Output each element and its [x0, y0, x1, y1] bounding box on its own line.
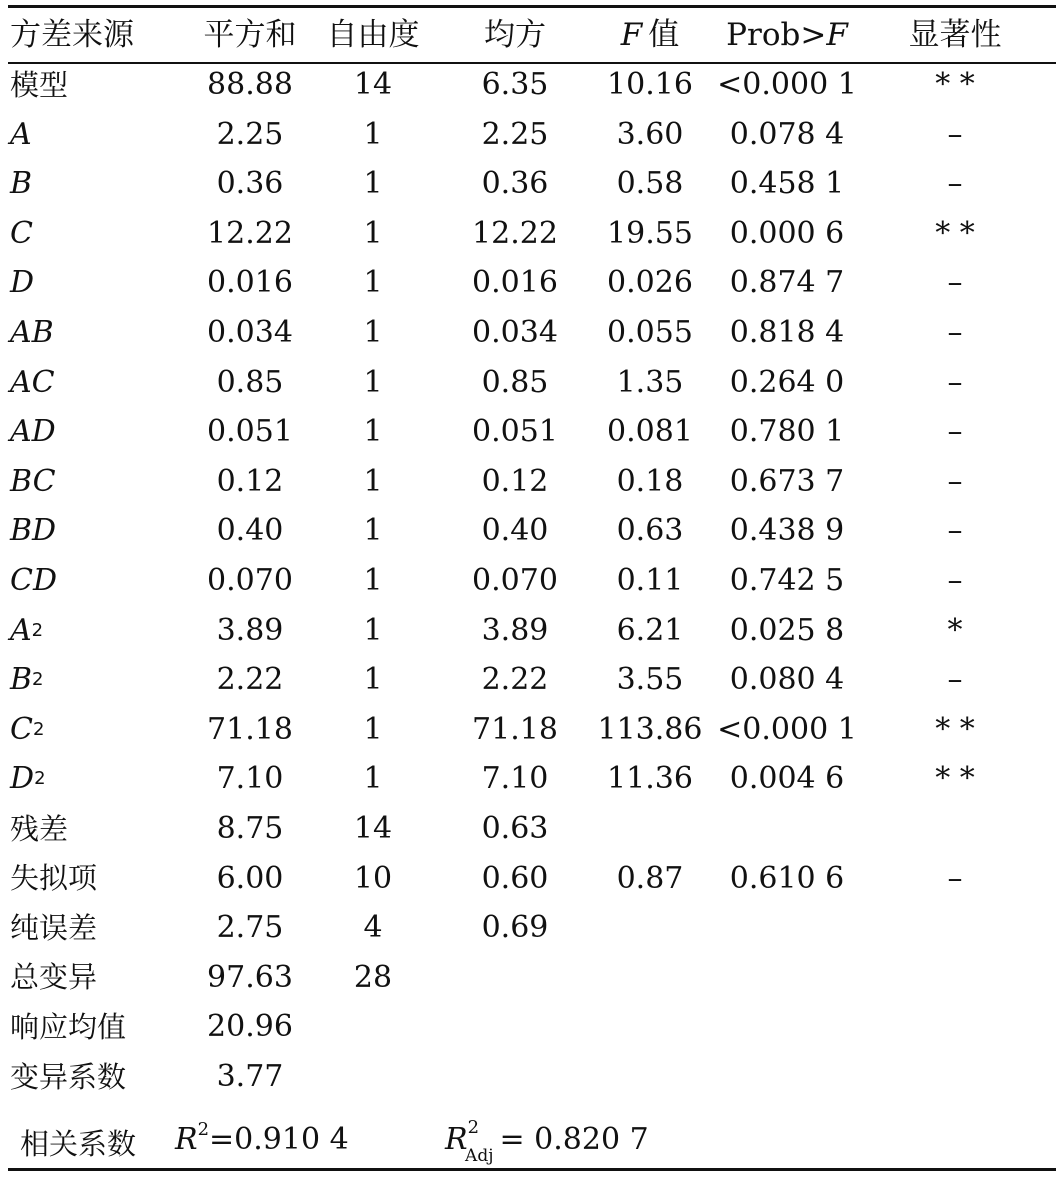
- cell-prob: 0.742 5: [729, 563, 845, 598]
- table-row: [0, 903, 1064, 953]
- cell-prob: 0.080 4: [729, 662, 845, 698]
- cell-mean-square: 0.40: [481, 513, 549, 549]
- table-row: [0, 407, 1064, 457]
- cell-source: 总变异: [10, 960, 98, 995]
- table-row: [0, 258, 1064, 308]
- cell-sum-of-squares: 3.89: [216, 612, 284, 648]
- cell-significance: –: [947, 315, 963, 350]
- cell-df: 1: [363, 265, 383, 301]
- cell-sum-of-squares: 0.051: [207, 414, 293, 450]
- cell-mean-square: 0.36: [481, 166, 549, 202]
- cell-sum-of-squares: 71.18: [207, 711, 293, 747]
- cell-f-value: 0.081: [607, 414, 693, 450]
- cell-source: CD: [10, 563, 58, 598]
- cell-mean-square: [440, 953, 590, 1003]
- header-significance: 显著性: [908, 16, 1002, 53]
- table-row: [0, 1052, 1064, 1102]
- cell-f-value: 0.11: [616, 563, 684, 598]
- cell-source: C 2: [10, 711, 45, 747]
- cell-sum-of-squares: 0.36: [216, 166, 284, 202]
- cell-df: [318, 1002, 428, 1052]
- header-degrees-of-freedom: 自由度: [326, 16, 420, 53]
- cell-prob: [712, 903, 862, 953]
- cell-f-value: 0.63: [616, 513, 684, 549]
- cell-f-value: 0.055: [607, 315, 693, 350]
- cell-prob: [712, 1052, 862, 1102]
- cell-prob: 0.673 7: [729, 463, 845, 499]
- header-sum-of-squares: 平方和: [203, 16, 297, 53]
- cell-sum-of-squares: 88.88: [207, 67, 293, 102]
- cell-prob: <0.000 1: [717, 711, 857, 747]
- table-row: [0, 457, 1064, 507]
- cell-f-value: 10.16: [607, 67, 693, 102]
- correlation-footer: [0, 1108, 1064, 1164]
- cell-source: C: [10, 215, 33, 251]
- table-row: [0, 754, 1064, 804]
- cell-mean-square: 0.69: [481, 910, 549, 946]
- cell-df: 1: [363, 563, 383, 598]
- table-header: [0, 8, 1064, 62]
- cell-significance: –: [947, 563, 963, 598]
- r-squared: $R^2=0.910$ 4: [175, 1119, 349, 1157]
- cell-significance: –: [947, 265, 963, 301]
- cell-df: [318, 1052, 428, 1102]
- cell-df: 1: [363, 215, 383, 251]
- cell-mean-square: 7.10: [481, 761, 549, 797]
- cell-prob: 0.610 6: [729, 860, 845, 896]
- table-row: [0, 60, 1064, 110]
- cell-significance: –: [947, 463, 963, 499]
- cell-df: 4: [363, 910, 383, 946]
- cell-sum-of-squares: 0.12: [216, 463, 284, 499]
- cell-df: 14: [353, 67, 393, 102]
- cell-sum-of-squares: 12.22: [207, 215, 293, 251]
- cell-sum-of-squares: 20.96: [207, 1009, 293, 1045]
- cell-mean-square: 6.35: [481, 67, 549, 102]
- cell-f-value: [580, 1052, 720, 1102]
- cell-source: B 2: [10, 662, 44, 698]
- cell-source: AC: [10, 364, 55, 400]
- cell-df: 1: [363, 414, 383, 450]
- cell-df: 1: [363, 315, 383, 350]
- cell-significance: * *: [935, 761, 975, 797]
- cell-source: B: [10, 166, 33, 202]
- cell-prob: 0.818 4: [729, 315, 845, 350]
- cell-f-value: 19.55: [607, 215, 693, 251]
- cell-significance: –: [947, 662, 963, 698]
- cell-source: 变异系数: [10, 1059, 127, 1094]
- cell-source: AD: [10, 414, 56, 450]
- cell-sum-of-squares: 6.00: [216, 860, 284, 896]
- cell-prob: <0.000 1: [717, 67, 857, 102]
- cell-significance: [880, 1002, 1030, 1052]
- table-row: [0, 159, 1064, 209]
- cell-source: BC: [10, 463, 56, 499]
- table-row: [0, 1002, 1064, 1052]
- table-row: [0, 655, 1064, 705]
- cell-f-value: 113.86: [597, 711, 703, 747]
- cell-source: 失拟项: [10, 861, 98, 896]
- table-row: [0, 358, 1064, 408]
- cell-df: 1: [363, 612, 383, 648]
- cell-sum-of-squares: 0.40: [216, 513, 284, 549]
- cell-df: 1: [363, 711, 383, 747]
- cell-df: 28: [353, 959, 393, 995]
- cell-prob: 0.000 6: [729, 215, 845, 251]
- cell-prob: 0.078 4: [729, 116, 845, 152]
- header-prob-f: Prob> F: [726, 16, 848, 53]
- cell-mean-square: 0.016: [472, 265, 558, 301]
- cell-f-value: 11.36: [607, 761, 693, 797]
- cell-significance: * *: [935, 67, 975, 102]
- cell-prob: [712, 1002, 862, 1052]
- cell-prob: 0.264 0: [729, 364, 845, 400]
- cell-df: 1: [363, 513, 383, 549]
- cell-significance: [880, 953, 1030, 1003]
- cell-significance: –: [947, 116, 963, 152]
- cell-mean-square: 0.034: [472, 315, 558, 350]
- cell-sum-of-squares: 2.22: [216, 662, 284, 698]
- cell-significance: * *: [935, 215, 975, 251]
- table-row: [0, 209, 1064, 259]
- cell-mean-square: 0.051: [472, 414, 558, 450]
- r-squared-adjusted: $R^2_{Adj} = 0.820$ 7: [445, 1117, 649, 1166]
- cell-prob: 0.458 1: [729, 166, 845, 202]
- cell-mean-square: 2.25: [481, 116, 549, 152]
- cell-mean-square: 0.85: [481, 364, 549, 400]
- cell-df: 1: [363, 364, 383, 400]
- cell-df: 1: [363, 761, 383, 797]
- cell-significance: [880, 1052, 1030, 1102]
- cell-significance: –: [947, 166, 963, 202]
- cell-mean-square: 3.89: [481, 612, 549, 648]
- cell-df: 1: [363, 463, 383, 499]
- table-row: [0, 556, 1064, 606]
- cell-sum-of-squares: 2.75: [216, 910, 284, 946]
- cell-df: 1: [363, 166, 383, 202]
- cell-significance: –: [947, 414, 963, 450]
- cell-prob: 0.025 8: [729, 612, 845, 648]
- table-row: [0, 953, 1064, 1003]
- footer-label: 相关系数: [20, 1127, 137, 1161]
- cell-significance: *: [947, 612, 963, 648]
- cell-source: D: [10, 265, 35, 301]
- cell-sum-of-squares: 2.25: [216, 116, 284, 152]
- table-row: [0, 606, 1064, 656]
- cell-sum-of-squares: 7.10: [216, 761, 284, 797]
- cell-df: 1: [363, 662, 383, 698]
- cell-sum-of-squares: 3.77: [216, 1059, 284, 1094]
- cell-source: 响应均值: [10, 1009, 127, 1044]
- cell-f-value: [580, 903, 720, 953]
- cell-prob: 0.438 9: [729, 513, 845, 549]
- cell-f-value: [580, 804, 720, 854]
- cell-f-value: 3.60: [616, 116, 684, 152]
- cell-source: D 2: [10, 761, 46, 797]
- cell-f-value: 0.026: [607, 265, 693, 301]
- cell-mean-square: 0.60: [481, 860, 549, 896]
- cell-source: 纯误差: [10, 910, 98, 945]
- cell-prob: 0.874 7: [729, 265, 845, 301]
- cell-sum-of-squares: 8.75: [216, 811, 284, 846]
- cell-prob: [712, 804, 862, 854]
- cell-mean-square: 2.22: [481, 662, 549, 698]
- table-row: [0, 804, 1064, 854]
- cell-mean-square: 0.12: [481, 463, 549, 499]
- table-row: [0, 506, 1064, 556]
- cell-f-value: 3.55: [616, 662, 684, 698]
- cell-sum-of-squares: 97.63: [207, 959, 293, 995]
- cell-significance: * *: [935, 711, 975, 747]
- cell-mean-square: [440, 1052, 590, 1102]
- header-mean-square: 均方: [484, 16, 546, 53]
- cell-mean-square: 0.070: [472, 563, 558, 598]
- cell-mean-square: 0.63: [481, 811, 549, 846]
- header-source: 方差来源: [10, 16, 134, 53]
- cell-significance: –: [947, 364, 963, 400]
- cell-sum-of-squares: 0.070: [207, 563, 293, 598]
- cell-significance: –: [947, 860, 963, 896]
- cell-source: 模型: [10, 67, 69, 102]
- cell-sum-of-squares: 0.034: [207, 315, 293, 350]
- cell-mean-square: 12.22: [472, 215, 558, 251]
- cell-prob: 0.004 6: [729, 761, 845, 797]
- table-row: [0, 110, 1064, 160]
- cell-significance: [880, 804, 1030, 854]
- cell-source: BD: [10, 513, 57, 549]
- cell-sum-of-squares: 0.85: [216, 364, 284, 400]
- cell-significance: –: [947, 513, 963, 549]
- cell-df: 10: [353, 860, 393, 896]
- cell-f-value: 6.21: [616, 612, 684, 648]
- cell-f-value: [580, 1002, 720, 1052]
- cell-mean-square: 71.18: [472, 711, 558, 747]
- cell-df: 1: [363, 116, 383, 152]
- cell-source: AB: [10, 315, 54, 350]
- cell-f-value: [580, 953, 720, 1003]
- cell-source: A 2: [10, 612, 44, 648]
- table-row: [0, 705, 1064, 755]
- cell-sum-of-squares: 0.016: [207, 265, 293, 301]
- header-f-value: F 值: [620, 16, 680, 53]
- cell-prob: 0.780 1: [729, 414, 845, 450]
- cell-prob: [712, 953, 862, 1003]
- cell-f-value: 0.58: [616, 166, 684, 202]
- cell-f-value: 0.87: [616, 860, 684, 896]
- cell-mean-square: [440, 1002, 590, 1052]
- cell-significance: [880, 903, 1030, 953]
- cell-f-value: 1.35: [616, 364, 684, 400]
- cell-source: 残差: [10, 811, 69, 846]
- table-row: [0, 308, 1064, 358]
- table-row: [0, 854, 1064, 904]
- cell-df: 14: [353, 811, 393, 846]
- cell-f-value: 0.18: [616, 463, 684, 499]
- bottom-rule: [8, 1168, 1056, 1171]
- cell-source: A: [10, 116, 32, 152]
